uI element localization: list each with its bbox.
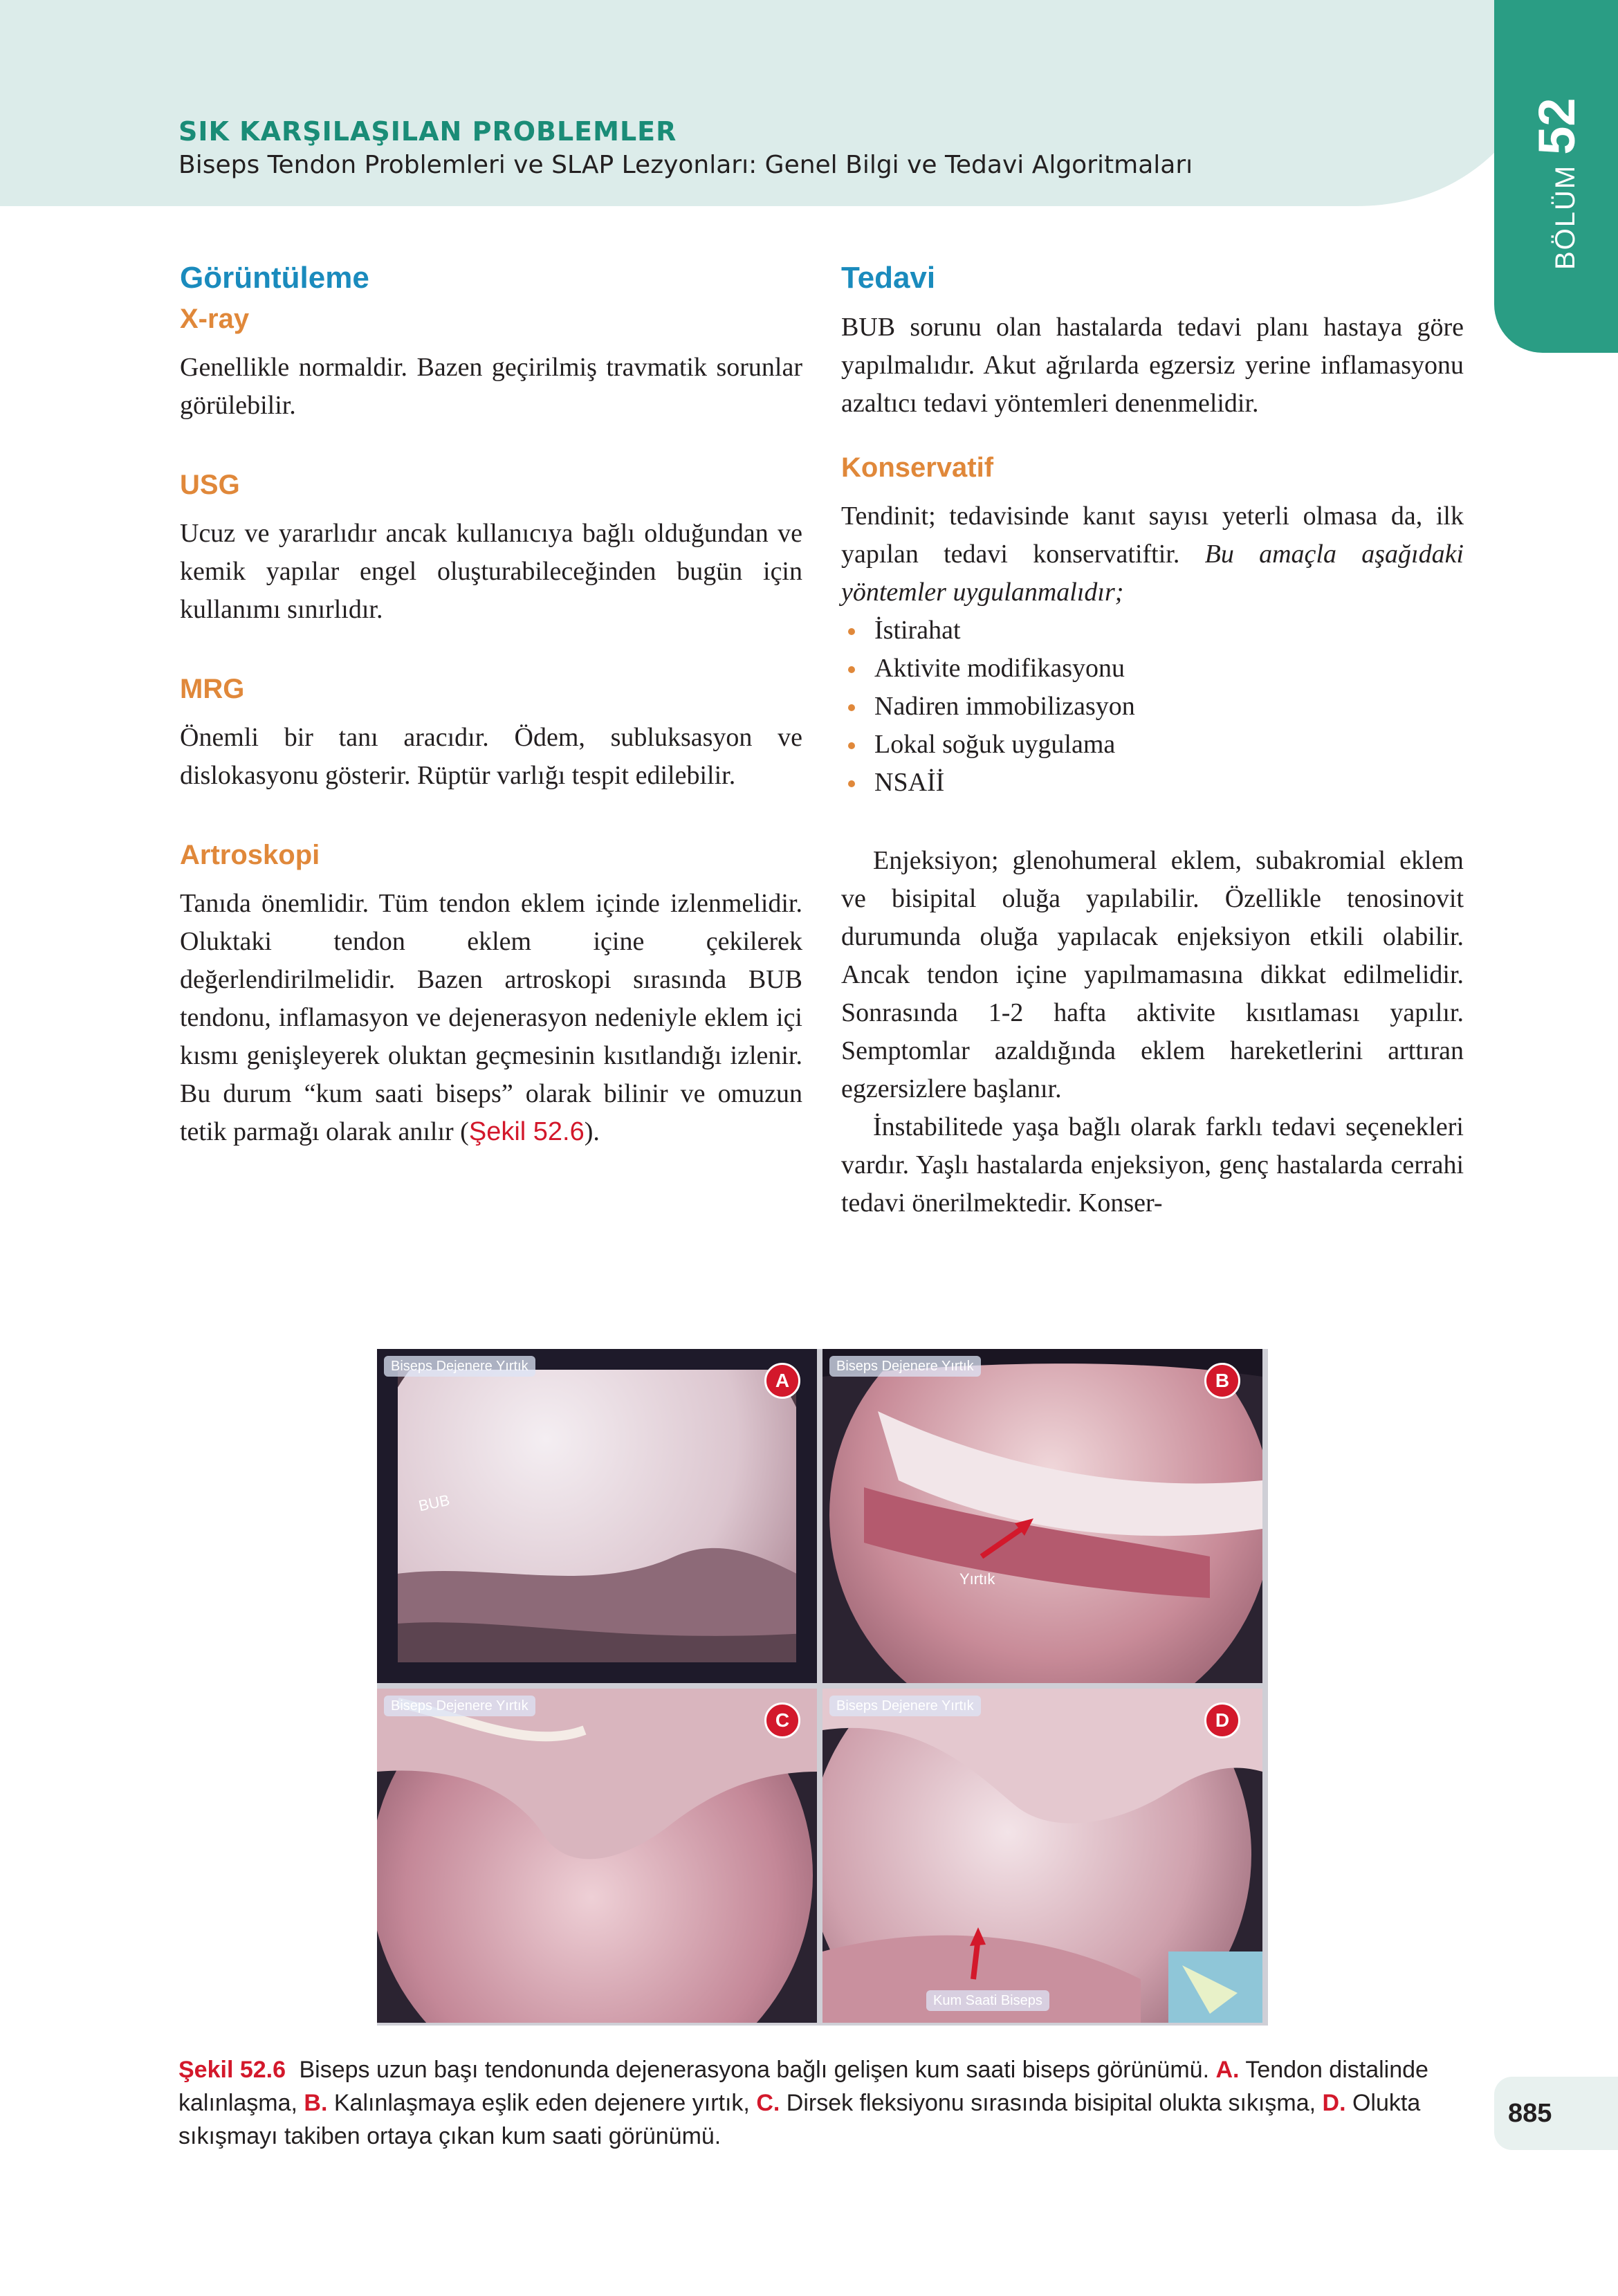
tear-label: Yırtık <box>959 1570 995 1588</box>
figure-caption: Şekil 52.6 Biseps uzun başı tendonunda dejenerasyona bağlı gelişen kum saati biseps görünümü. A. Tendon distalinde kalınlaşma, B. Kalınlaşmaya eşlik eden dejenere yırtık, C. Dirsek fleksiyonu sırasında bisipital olukta sıkışma, D. Olukta sıkışmayı takiben ortaya çıkan kum saati görünümü. <box>178 2057 1428 2149</box>
subheading-konservatif: Konservatif <box>841 452 994 483</box>
chapter-number: 52 <box>1528 98 1585 155</box>
xray-text: Genellikle normaldir. Bazen geçirilmiş travmatik sorunlar görülebilir. <box>180 353 802 420</box>
list-item: Aktivite modifikasyonu <box>841 650 1464 688</box>
image-overlay-label: Biseps Dejenere Yırtık <box>829 1356 981 1377</box>
treatment-list <box>841 612 1464 802</box>
figure-52-6 <box>377 1349 1268 2026</box>
mrg-text: Önemli bir tanı aracıdır. Ödem, subluksasyon ve dislokasyonu gösterir. Rüptür varlığı tespit edilebilir. <box>180 723 802 790</box>
arthroscopy-image-d <box>822 1689 1262 2023</box>
page-number: 885 <box>1494 2077 1618 2150</box>
chapter-label <box>1527 98 1586 270</box>
subheading-artroskopi: Artroskopi <box>180 840 320 870</box>
konservatif-text: Tendinit; tedavisinde kanıt sayısı yeterli olmasa da, ilk yapılan tedavi konservatiftir. Bu amaçla aşağıdaki yöntemler uygulanmalıdır; <box>841 502 1464 607</box>
instability-paragraph: İnstabilitede yaşa bağlı olarak farklı tedavi seçenekleri vardır. Yaşlı hastalarda enjeksiyon, genç hastalarda cerrahi tedavi önerilmektedir. Konser- <box>841 1112 1464 1218</box>
usg-text: Ucuz ve yararlıdır ancak kullanıcıya bağlı olduğundan ve kemik yapılar engel oluşturabileceğinden bugün için kullanımı sınırlıdır. <box>180 519 802 624</box>
figure-panel-a <box>377 1349 817 1683</box>
bub-label: BUB <box>416 1491 452 1515</box>
figure-reference-link[interactable]: Şekil 52.6 <box>468 1117 585 1146</box>
hourglass-overlay-label: Kum Saati Biseps <box>926 1990 1049 2011</box>
injection-paragraph: Enjeksiyon; glenohumeral eklem, subakromial eklem ve bisipital oluğa yapılabilir. Özellikle tenosinovit durumunda oluğa yapılacak enjeksiyon etkili olabilir. Ancak tendon içine yapılmamasına dikkat edilmelidir. Sonrasında 1-2 hafta aktivite kısıtlaması yapılır. Semptomlar azaldığında eklem hareketlerini arttıran egzersizlere başlanır. <box>841 846 1464 1103</box>
arthroscopy-image-c <box>377 1689 817 2023</box>
konservatif-italic: Bu amaçla aşağıdaki yöntemler uygulanmalıdır; <box>841 540 1464 607</box>
list-item: Lokal soğuk uygulama <box>841 726 1464 764</box>
figure-panel-d <box>822 1689 1262 2023</box>
panel-badge-d: D <box>1204 1702 1240 1738</box>
bullet-icon <box>848 780 855 787</box>
panel-badge-a: A <box>764 1363 800 1399</box>
left-column <box>180 257 802 1151</box>
heading-goruntuleme: Görüntüleme <box>180 261 369 295</box>
list-item: Nadiren immobilizasyon <box>841 688 1464 726</box>
subheading-mrg: MRG <box>180 674 245 704</box>
arthroscopy-image-a <box>377 1349 817 1683</box>
bullet-icon <box>848 704 855 711</box>
artroskopi-text: Tanıda önemlidir. Tüm tendon eklem içinde izlenmelidir. Oluktaki tendon eklem içine çekilerek değerlendirilmelidir. Bazen artroskopi sırasında BUB tendonu, inflamasyon ve dejenerasyon nedeniyle eklem içi kısmı genişleyerek oluktan geçmesinin kısıtlandığı izlenir. Bu durum “kum saati biseps” olarak bilinir ve omuzun tetik parmağı olarak anılır (Şekil 52.6). <box>180 889 802 1146</box>
header-section: SIK KARŞILAŞILAN PROBLEMLER <box>178 116 677 147</box>
image-overlay-label: Biseps Dejenere Yırtık <box>384 1696 535 1716</box>
panel-badge-b: B <box>1204 1363 1240 1399</box>
header-subtitle: Biseps Tendon Problemleri ve SLAP Lezyonları: Genel Bilgi ve Tedavi Algoritmaları <box>178 151 1193 179</box>
image-overlay-label: Biseps Dejenere Yırtık <box>384 1356 535 1377</box>
figure-panel-c <box>377 1689 817 2023</box>
image-overlay-label: Biseps Dejenere Yırtık <box>829 1696 981 1716</box>
list-item: İstirahat <box>841 612 1464 650</box>
tedavi-intro: BUB sorunu olan hastalarda tedavi planı hastaya göre yapılmalıdır. Akut ağrılarda egzersiz yerine inflamasyonu azaltıcı tedavi yöntemleri denenmelidir. <box>841 313 1464 418</box>
heading-tedavi: Tedavi <box>841 261 936 295</box>
bullet-icon <box>848 742 855 749</box>
right-column <box>841 257 1464 1222</box>
list-item: NSAİİ <box>841 764 1464 802</box>
bullet-icon <box>848 666 855 673</box>
arthroscopy-image-b <box>822 1349 1262 1683</box>
subheading-usg: USG <box>180 470 240 500</box>
figure-panel-b <box>822 1349 1262 1683</box>
caption-label: Şekil 52.6 <box>178 2057 286 2083</box>
subheading-xray: X-ray <box>180 304 250 334</box>
chapter-word: BÖLÜM <box>1550 164 1581 270</box>
bullet-icon <box>848 628 855 635</box>
panel-badge-c: C <box>764 1702 800 1738</box>
